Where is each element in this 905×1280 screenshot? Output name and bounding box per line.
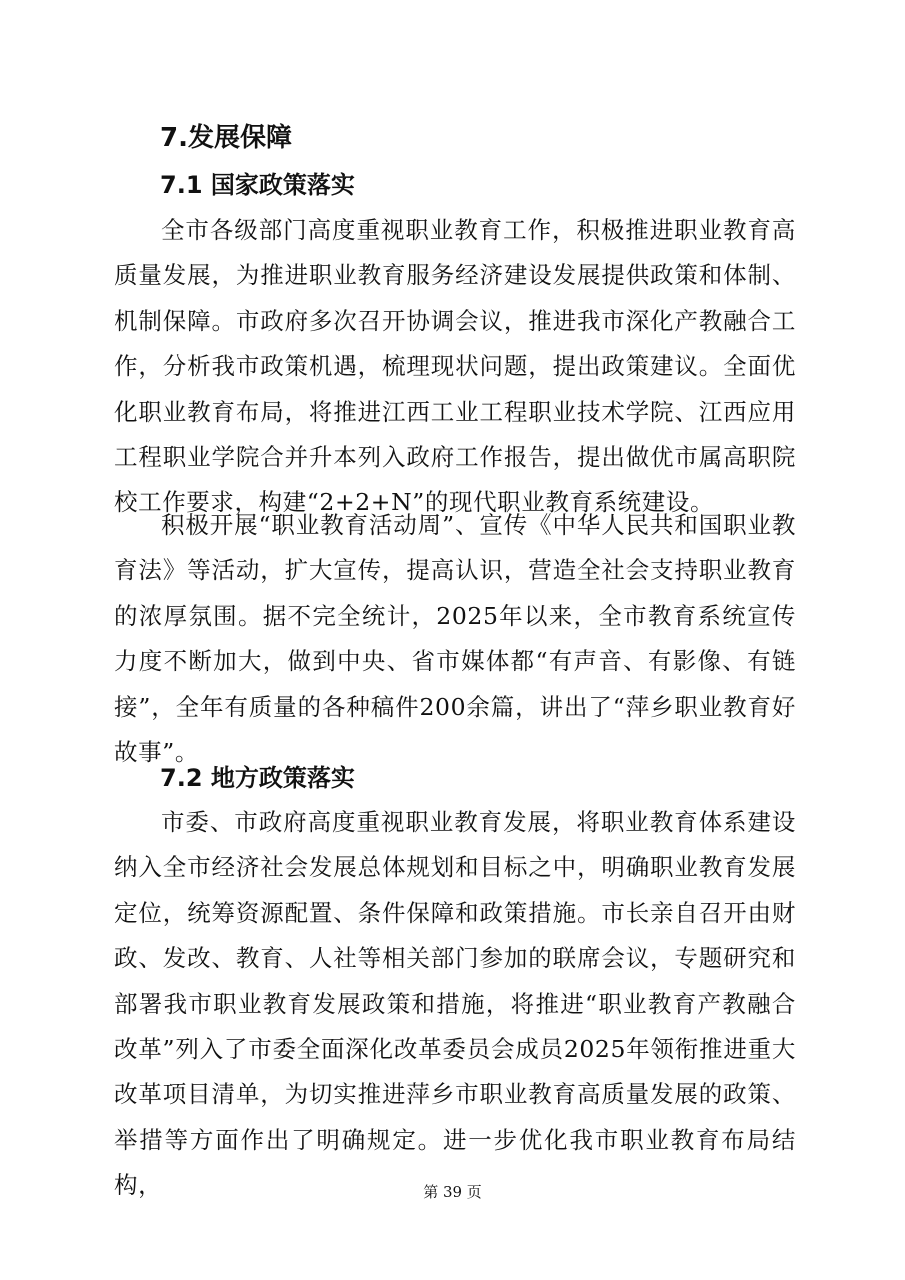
subsection-heading-7-1: 7.1 国家政策落实	[160, 171, 355, 199]
page-number: 第 39 页	[423, 1183, 482, 1201]
subsection-heading-7-2: 7.2 地方政策落实	[160, 764, 355, 792]
paragraph-7-1-2: 积极开展“职业教育活动周”、宣传《中华人民共和国职业教育法》等活动，扩大宣传，提高认识，营造全社会支持职业教育的浓厚氛围。据不完全统计，2025年以来，全市教育系统宣传力度不断加大，做到中央、省市媒体都“有声音、有影像、有链接”，全年有质量的各种稿件200余篇，讲出了“萍乡职业教育好故事”。	[114, 511, 796, 767]
paragraph-7-2-1: 市委、市政府高度重视职业教育发展，将职业教育体系建设纳入全市经济社会发展总体规划和目标之中，明确职业教育发展定位，统筹资源配置、条件保障和政策措施。市长亲自召开由财政、发改、教育、人社等相关部门参加的联席会议，专题研究和部署我市职业教育发展政策和措施，将推进“职业教育产教融合改革”列入了市委全面深化改革委员会成员2025年领衔推进重大改革项目清单，为切实推进萍乡市职业教育高质量发展的政策、举措等方面作出了明确规定。进一步优化我市职业教育布局结构，	[114, 808, 796, 1200]
paragraph-7-1-1: 全市各级部门高度重视职业教育工作，积极推进职业教育高质量发展，为推进职业教育服务经济建设发展提供政策和体制、机制保障。市政府多次召开协调会议，推进我市深化产教融合工作，分析我市政策机遇，梳理现状问题，提出政策建议。全面优化职业教育布局，将推进江西工业工程职业技术学院、江西应用工程职业学院合并升本列入政府工作报告，提出做优市属高职院校工作要求，构建“2+2+N”的现代职业教育系统建设。	[114, 216, 796, 517]
section-title: 7.发展保障	[160, 123, 292, 153]
